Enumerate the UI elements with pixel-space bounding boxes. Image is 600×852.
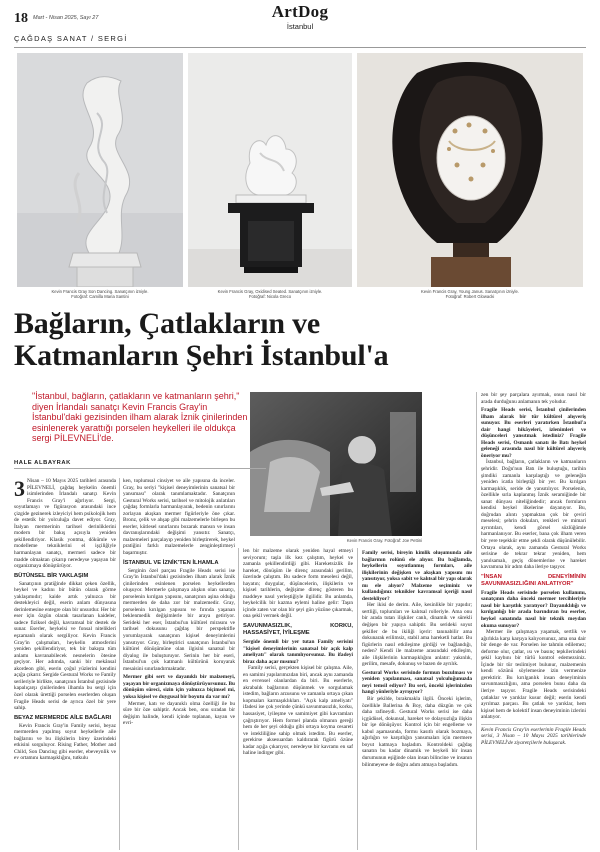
photo-caption-2: [188, 289, 352, 299]
subheading-red: "İNSAN DENEYİMİNİN SAVUNMASIZLIĞINI ANLATIYOR": [481, 573, 586, 587]
column-divider: [476, 392, 477, 850]
subheading: SAVUNMASIZLIK, KORKU, HASSASİYET, İYİLEŞME: [243, 623, 353, 637]
issue-line: Mart - Nisan 2025, Sayı 27: [33, 15, 99, 21]
caption-credit: Fotoğraf: Nicola Greco: [248, 294, 292, 300]
paragraph: Kevin Francis Gray'in Family serisi, beyaz mermerden yapılmış soyut heykellerle aile bağlarını ve bu ilişkilerin birey üzerindeki etkisini sorguluyor. Rising Father, Mother and Child, Son Dancing gibi eserler, ebeveynlik ve ev ortamını karmaşıklığını, tutkulu: [14, 722, 116, 762]
article-title-line-1: Bağların, Çatlakların ve: [14, 307, 321, 340]
photo-caption-1: [17, 289, 183, 299]
photo-young-janus: [357, 53, 583, 287]
paragraph: Nisan – 10 Mayıs 2025 tarihleri arasında PİLEVNELİ, çağdaş heykelin önemli isimlerinden İrlandalı sanatçı Kevin Francis Gray'i ağırlıyor. Sergi, soyutlamayı ve figürasyon arasındaki ince çizgide gezinerek izleyiciyi hem psikolojik hem de estetik bir yolculuğa davet ediyor. Gray, İtalyan mermerinin tarihsel derinliklerini modern bir bakış açısıyla yeniden şekillendiriyor. Klasik yontma, dökümle ve modelleme tekniklerini el işçiliğiyle harmanlayan sanatçı, mermeri sadece bir madde olmaktan çıkarıp neredeyse yaşayan bir organizmaya dönüştürüyor.: [14, 478, 116, 570]
interview-question: Family serisi, bireyin kimlik oluşumunda aile bağlarının rolünü ele alıyor. Bu bağlamda, heykellerin soyutlanmış formları, aile ilişkilerinin değişken ve akışkan yapısını mı yansıtıyor, yoksa sabit ve kalıtsal bir yapı olarak mı ele alıyor? Malzeme seçiminiz ve kullandığınız teknikler kavramsal içeriği nasıl destekliyor?: [362, 550, 472, 602]
paragraph: Serginin özel parçası Fragile Heads serisi ise Gray'in İstanbul'daki gezisinden ilham alarak İznik çinilerinden esinlenen porselen heykellerden oluşuyor. Mermerle çalışmaya alışkın olan sanatçı, porselenin kırılgan yapısını, sanatçının aşina olduğu mermerden de daha zor bir malzemedir. Gray, porselenin kırılgan yapısını ve fırında yaşanan beklenmedik değişimlerle bir araya getiriyor. Serideki her eser, İstanbul'un kültürel mirasını ve tarihsel dokusunu çağdaş bir perspektifle yorumlayarak sanatçının kişisel deneyimlerini yansıtıyor. Gray, birleştirici sanatçının İstanbul'un kültürel dönüşümüne olan ilgisini sanatsal bir diyalog ile buluşturuyor. Serinin her bir eseri, İstanbul'un çok katmanlı kültürünü koruyarak mesaisini sınırlandırmaktadır.: [123, 567, 235, 672]
column-divider: [357, 548, 358, 850]
column-divider: [238, 548, 239, 850]
body-column-2: [123, 478, 235, 850]
article-title-line-2: Katmanların Şehri İstanbul'a: [14, 339, 389, 372]
sculpture-image: [17, 53, 183, 287]
article-title: [14, 308, 586, 372]
photo-artist-studio: [250, 392, 422, 536]
subheading: BEYAZ MERMERDE AİLE BAĞLARI: [14, 714, 112, 721]
magazine-logo-sub: İstanbul: [286, 22, 314, 31]
body-column-5: [481, 392, 586, 850]
paragraph: Mermer ile çalışmaya yaşamak, sertlik ve ağırlıkla karşı karşıya kalıyorsunuz, ama ona dair bir denge de var. Porselen ise tahmin edilemez; deforme olur, çatlar, ısı ve basınç tepkilerindeki şekil kaybını bir türlü kontrol edemezsiniz. İçinde bir tür teslimiyet bulunur, malzemenin kendi sözünü söylemesine izin vermenize gerektirir. Bu kırılganlık insan deneyiminin savunmasızlığını, ama porselen bunu daha da ileriye taşıyor. Fragile Heads serisindeki çatlaklar ve yarıklar kusur değil; eserin kendi ayrılmaz parçası. Bu çatlak ve yarıklar, hem kişisel hem de kolektif insan deneyiminin izlerini anlatıyor.: [481, 629, 586, 721]
caption-line: Kevin Francis Gray Son Dancing. Sanatçının izniyle.: [51, 289, 149, 294]
article-lead: "İstanbul, bağların, çatlakların ve katmanların şehri," diyen İrlandalı sanatçı Kevin Francis Gray'in İstanbul'daki gezisinden ilham alarak İznik çinilerinden esinlenerek yarattığı porselen heykelleri ile oldukça sergi PİLEVNELİ'de.: [32, 391, 248, 444]
artist-photo-image: [250, 392, 422, 536]
section-label: ÇAĞDAŞ SANAT / SERGİ: [14, 34, 128, 43]
paragraph: ken, toplumsal cinsiyet ve aile yapısına da inceler. Gray, bu seriyi "kişisel deneyimlerinin sanatsal bir yansıması" olarak tanımlamaktadır. Sanatçının Gestural Works serisi, tarihsel ve mitolojik anlatıları çağdaş formlarla harmanlayarak, bedenin sınırlarını zorlayan akışkan mermer figürleriyle öne çıkar. Bronz, çelik ve ahşap gibi malzemelerle birleşen bu eserler, kütlesel sınırlarını bozarak mansın ve insan davranışlarındaki değişimi yansıtır. Sanatçı, malzemeleri parçalayıp yeniden birleştirerek, heykel pratiğini farklı malzemelerle zenginleştirmeyi başarmıştır.: [123, 478, 235, 557]
caption-credit: Fotoğraf: Robert Glowacki: [445, 294, 495, 300]
sculpture-image: [188, 53, 352, 287]
interview-question: Mermer gibi sert ve dayanıklı bir malzemeyi, yaşayan bir organizmaya dönüştürüyorsunuz. Bu dönüşüm süreci, sizin için yalnızca biçimsel mi, yoksa kişisel ve duygusal bir boyutu da var mı?: [123, 674, 235, 700]
body-column-3: [243, 548, 353, 850]
column-divider: [119, 478, 120, 850]
exhibition-note: Kevin Francis Gray'in eserlerinin Fragile Heads serisi, 3 Nisan – 10 Mayıs 2025 tarihlerinde PİLEVNELİ'de ziyaretçilerle buluşacak.: [481, 724, 586, 747]
body-column-4: [362, 548, 472, 850]
paragraph: zen bir şey parçalara ayırmak, onun nasıl bir arada durduğunu anlamanın tek yoludur.: [481, 392, 586, 405]
paragraph: len bir malzeme olarak yeniden hayal etmeyi seviyorum; taşla ilk kez çalıştım, heykel ve zamanla şekillendirdiği gibi. Hareketsizlik ile hareket, dönüşüm ile direnç arasındaki gerilim, üzerinde çalıştım. Bu sadece form meselesi değil, hayatın; duygular, düşüncelerin, ilişkilerin ve kişisel tarihlerin, değişime direnç gösteren bu maddeye nasıl yerleştiğiyle ilgilidir. Bu anlamda, heykelcilik bir kazma eylemi haline gelir: Taşın içinde zaten var olan bir şeyi gün yüzüne çıkarmak, ona şekil vermek değil.: [243, 548, 353, 620]
photo-son-dancing: [17, 53, 183, 287]
page-header: [0, 0, 600, 50]
caption-line: Kevin Francis Gray, Young Janus. Sanatçının izniyle.: [421, 289, 519, 294]
interview-question: Gestural Works serisinde formun bozulması ve yeniden yapılanması, sanatsal yolculuğunuzda neyi temsil ediyor? Bu seri, önceki işlerinizden hangi yönleriyle ayrışıyor?: [362, 669, 472, 696]
photo-oxidised-seated: [188, 53, 352, 287]
interview-question: Fragile Heads serisi, İstanbul çinilerinden ilham alarak bir tür kültürel alışveriş sunuyor. Bu eserleri yaratırken İstanbul'a dair hangi hikâyeleri, izlenimleri ve düşünceleri yansıtmak istediniz? Fragile Heads serisi, Osmanlı sanatı ile Batı heykel geleneği arasında nasıl bir kültürel alışveriş öneriyor mu?: [481, 407, 586, 459]
caption-line: Kevin Francis Gray, Oxidised Seated. Sanatçının izniyle.: [217, 289, 323, 294]
paragraph: Family serisi, gerçekten kişisel bir çalışma. Aile, en samimi yapılarımızdan biri, ancak aynı zamanda en evrensel olanlardan da biri. Bu eserlerle, akrabalık bağlarının düşünmek ve sorgulamak istedim, bağların arzusunu ve zamanla ortaya çıkan kopmaları karmaşıklıkları. "Açık kalp ameliyatı" ifadesi ise çok yerinde çünkü savunmasızlık, korku, hassasiyet, iyileşme ve samimiyet gibi kavramları çağrıştırıyor. Hem formel planda olmanın gereği hem de her şeyi olduğu gibi ortaya koyma cesareti ve istekliliğine sahip olmak istedim. Bu eserler, gerekirse aksesuardan kaldırarak figürü özüne kadar açığa çıkarıyor, neredeyse bir kavramı en saf haline indirger gibi.: [243, 665, 353, 757]
paragraph: İstanbul, bağların, çatlakların ve katmanların şehridir. Doğu'nun Batı ile buluştuğu, tarihin şimdiki zamanla karşılaştığı ve geleneğin yeniden icatla birleştiği bir yer. Bu kırılgan karmaşıklık, seride de yansıtılıyor. Porselenin, özellikle sırla kaplanmış İznik seramiğinde bir sanat dünyası niteliğindedir; ancak formların kendisi heykel ilkelerine dayanıyor. Bu, doğrudan alıntı yapmaktan çok bir çeviri meselesi; şehrin dokuları, renkleri ve mimari ayrıntıları, kendi görsel sözlüğümle harmanlanıyor. Bu eserler, bana çok ilham veren bir yere teşekkür etme şekli olarak düşünülebilir. Ortaya olarak, aynı zamanda Gestural Works serisine de tekrar tekrar yeniden, hem yanılsamalı, geçiş dönemlerine ve hareket kavramına bir adım daha ileriye taşıyor.: [481, 459, 586, 571]
paragraph: Her ikisi de derim. Aile, kesinlikle bir yapıdır; sertliği, toplumları ve kalıtsal rolleriyle. Ama onu bir arada tutan ilişkiler canlı, dinamik ve sürekli değişen bir yapıya sahiptir. Bu serideki soyut şekiller de bu ikiliği içerir: tanınabilir ama dokunarak erilimsiz, stabil ama hareketli hatlar. Bu figürlerin nasıl etkileşime girdiği ve bağlandığı, neden? Kendi ile malzeme arasındaki etkileşim, aile ilişkilerinin karmaşıklığını anlatır: yakınlık, gerilim, mesafe, dokunuş ve bazen de ayrılık.: [362, 602, 472, 668]
caption-line: Kevin Francis Gray. Fotoğraf: Joe Pettini: [346, 538, 422, 543]
photo-caption-4: [250, 538, 422, 543]
subheading: BÜTÜNSEL BİR YAKLAŞIM: [14, 572, 89, 579]
page-number: 18: [14, 11, 28, 26]
paragraph: Sanatçının pratiğinde dikkat çeken özellik, heykel ve kadını bir bütün olarak görme yaklaşımıdır; kaide artık yalnızca bir destekleyici değil, eserin anlam dünyasına derinlemesine entegre olan bir unsurdur. Her bir eser için özgün olarak tasarlanan kaideler, sadece fiziksel değil, kavramsal bir destek de sunar. Eserler, heykelsi ve fonsal nitelikleri eşzamanlı olarak sergiliyor. Kevin Francis Gray'in çalışmaları, heykelin atmosferini yeniden şekillendiriyor, tek bir bakışta tüm anlamı kavranabilecek nesnelerin ötesine geçiyor. Her adımda, sanki bir mekânsal akordeon gibi, eserin çoğul yüzlerini kendini açığa çıkarır. Sergide Gestural Works ve Family serileriyle birlikte, sanatçının İstanbul gezisinde kapalıçarşı çinilerinden ilhamla bu sergi için özel olarak ürettiği porselen eserlerden oluşan Fragile Heads serisi de ayrıca özel bir yere sahip.: [14, 580, 116, 712]
magazine-logo: ArtDog: [271, 2, 329, 21]
subheading: İSTANBUL VE İZNİK'TEN İLHAMLA: [123, 559, 219, 566]
byline-divider: [14, 468, 266, 469]
drop-cap: 3: [14, 478, 25, 501]
body-column-1: [14, 478, 116, 850]
interview-question: Fragile Heads serisinde porselen kullanımı, sanatçının daha önceki mermer tercihleriyle nasıl bir karşıtlık yaratıyor? Dayanıklılığı ve kırılganlığı bir arada barındıran bu eserler, heykel sanatında nasıl bir teknik meydan okuma sunuyor?: [481, 589, 586, 629]
interview-question: Sergide önemli bir yer tutan Family serisini "kişisel deneyimlerinin sanatsal bir açık kalp ameliyatı" olarak tanımlıyorsunuz. Bu ifadeyi biraz daha açar mısınız?: [243, 639, 353, 665]
byline: HALE ALBAYRAK: [14, 460, 71, 466]
header-divider: [14, 47, 586, 48]
caption-credit: Fotoğraf: Camilla Maria Santini: [71, 294, 129, 300]
paragraph: Bir şekilde, bırakmakla ilgili. Önceki işlerim, özellikle Ballerina & Boy, daha düzgün ve çok daha rafineydi. Gestural Works serisi ise daha içgüdüsel, dokunsal, hareket ve dolaysızlığa ilişkin bir işe dönüşüyor. Kontrol için bir engelleme ve kabul aşamasında, formu kasıtlı olarak bozmaya, ağırlığın ve karşıtlığın yansımaları için mermere boyut katmaya başladım. Kontroldeki çağdaş sanatın bu kadar dinamik ve heykeli bir insan durumunun eşiğinde olan insan bilincine ve insanın bilinmeyene de doğru adım atmaya başladım.: [362, 696, 472, 768]
sculpture-image: [357, 53, 583, 287]
paragraph: Mermer, katı ve dayanıklı olma özelliği ile bu süre bir öze sahiptir. Ancak ben, onu sıradan bir değişim halinde, kendi içinde toplanan, kayan ve evri-: [123, 700, 235, 727]
photo-caption-3: [357, 289, 583, 299]
